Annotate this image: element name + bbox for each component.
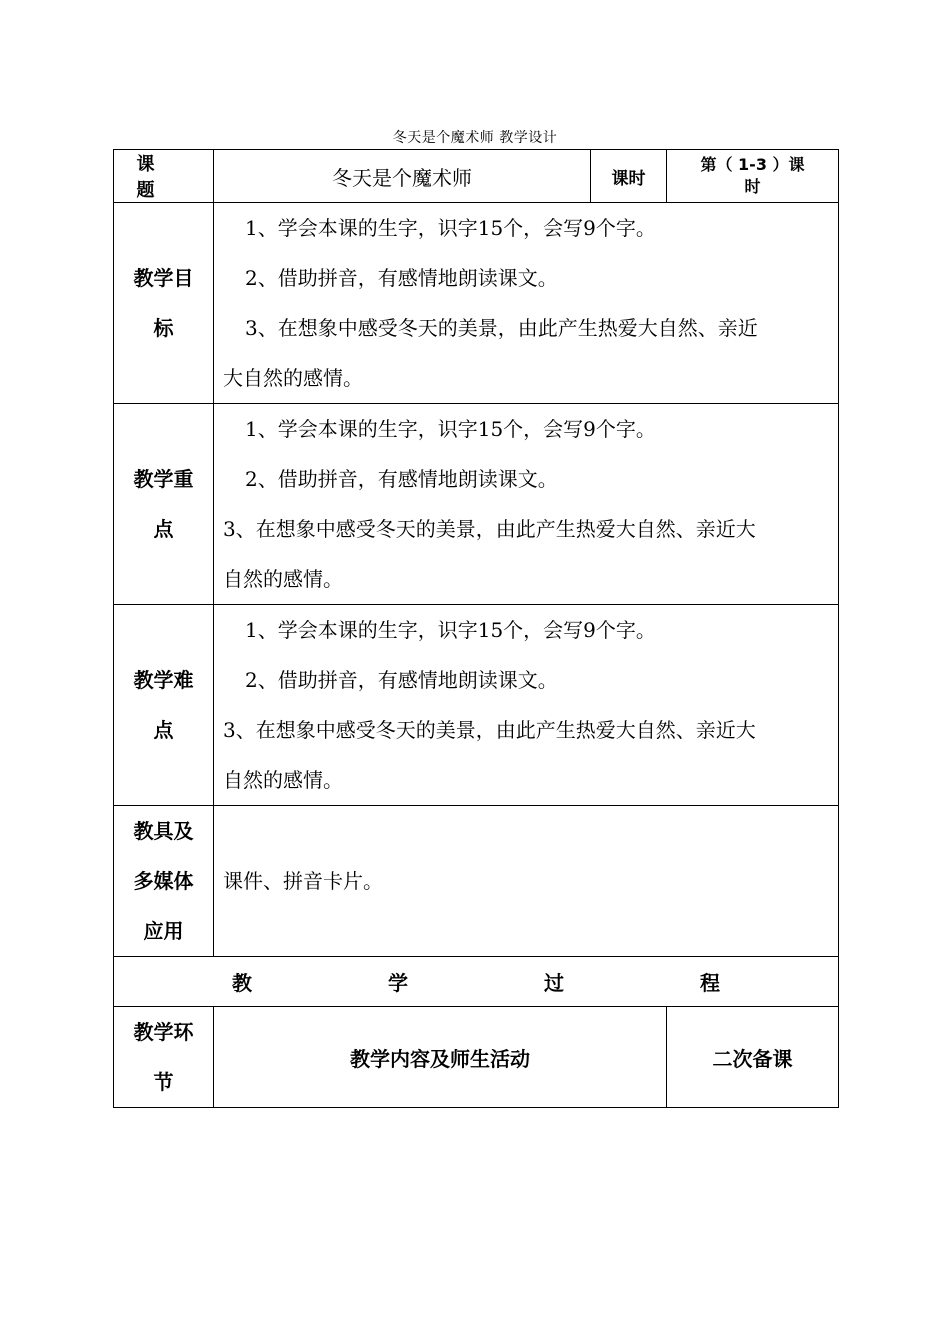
key-points-label-line1: 教学重 (133, 467, 194, 491)
difficulty-item: 自然的感情。 (223, 768, 343, 792)
media-content (214, 806, 839, 957)
objective-item: 大自然的感情。 (223, 366, 363, 390)
difficulties-content (214, 605, 839, 806)
period-label: 课时 (591, 150, 667, 203)
columns-row (114, 1007, 839, 1108)
key-point-item: 自然的感情。 (223, 567, 343, 591)
process-char: 教 (232, 971, 252, 995)
objectives-label (114, 203, 214, 404)
stage-label (114, 1007, 214, 1108)
objectives-row (114, 203, 839, 404)
process-char: 过 (544, 971, 564, 995)
key-points-content (214, 404, 839, 605)
topic-label: 课题 (114, 150, 214, 203)
key-point-item: 2、借助拼音，有感情地朗读课文。 (245, 467, 558, 491)
topic-row (114, 150, 839, 203)
difficulty-item: 3、在想象中感受冬天的美景，由此产生热爱大自然、亲近大 (223, 718, 756, 742)
process-char: 学 (388, 971, 408, 995)
media-label-line3: 应用 (143, 919, 184, 943)
media-row (114, 806, 839, 957)
process-row (114, 957, 839, 1007)
process-heading (114, 957, 839, 1007)
content-activities-label: 教学内容及师生活动 (214, 1007, 667, 1108)
difficulties-label-line2: 点 (153, 718, 174, 742)
media-value: 课件、拼音卡片。 (223, 869, 383, 893)
media-label (114, 806, 214, 957)
difficulties-row (114, 605, 839, 806)
stage-label-line1: 教学环 (133, 1020, 194, 1044)
topic-value: 冬天是个魔术师 (214, 150, 591, 203)
objective-item: 3、在想象中感受冬天的美景，由此产生热爱大自然、亲近 (245, 316, 758, 340)
key-point-item: 3、在想象中感受冬天的美景，由此产生热爱大自然、亲近大 (223, 517, 756, 541)
difficulty-item: 1、学会本课的生字，识字15个，会写9个字。 (245, 618, 656, 642)
period-value (667, 150, 839, 203)
key-points-label (114, 404, 214, 605)
difficulties-label (114, 605, 214, 806)
media-label-line2: 多媒体 (133, 869, 194, 893)
process-char: 程 (700, 971, 720, 995)
period-value-line2: 时 (744, 177, 761, 196)
second-prep-label: 二次备课 (667, 1007, 839, 1108)
objectives-label-line1: 教学目 (133, 266, 194, 290)
document-title: 冬天是个魔术师 教学设计 (392, 130, 558, 146)
objectives-content (214, 203, 839, 404)
key-points-label-line2: 点 (153, 517, 174, 541)
lesson-plan-table (113, 149, 839, 1108)
difficulties-label-line1: 教学难 (133, 668, 194, 692)
objectives-label-line2: 标 (153, 316, 174, 340)
objective-item: 2、借助拼音，有感情地朗读课文。 (245, 266, 558, 290)
period-value-line1: 第（ 1-3 ）课 (700, 155, 805, 174)
key-points-row (114, 404, 839, 605)
stage-label-line2: 节 (153, 1070, 174, 1094)
difficulty-item: 2、借助拼音，有感情地朗读课文。 (245, 668, 558, 692)
key-point-item: 1、学会本课的生字，识字15个，会写9个字。 (245, 417, 656, 441)
media-label-line1: 教具及 (133, 819, 194, 843)
objective-item: 1、学会本课的生字，识字15个，会写9个字。 (245, 216, 656, 240)
